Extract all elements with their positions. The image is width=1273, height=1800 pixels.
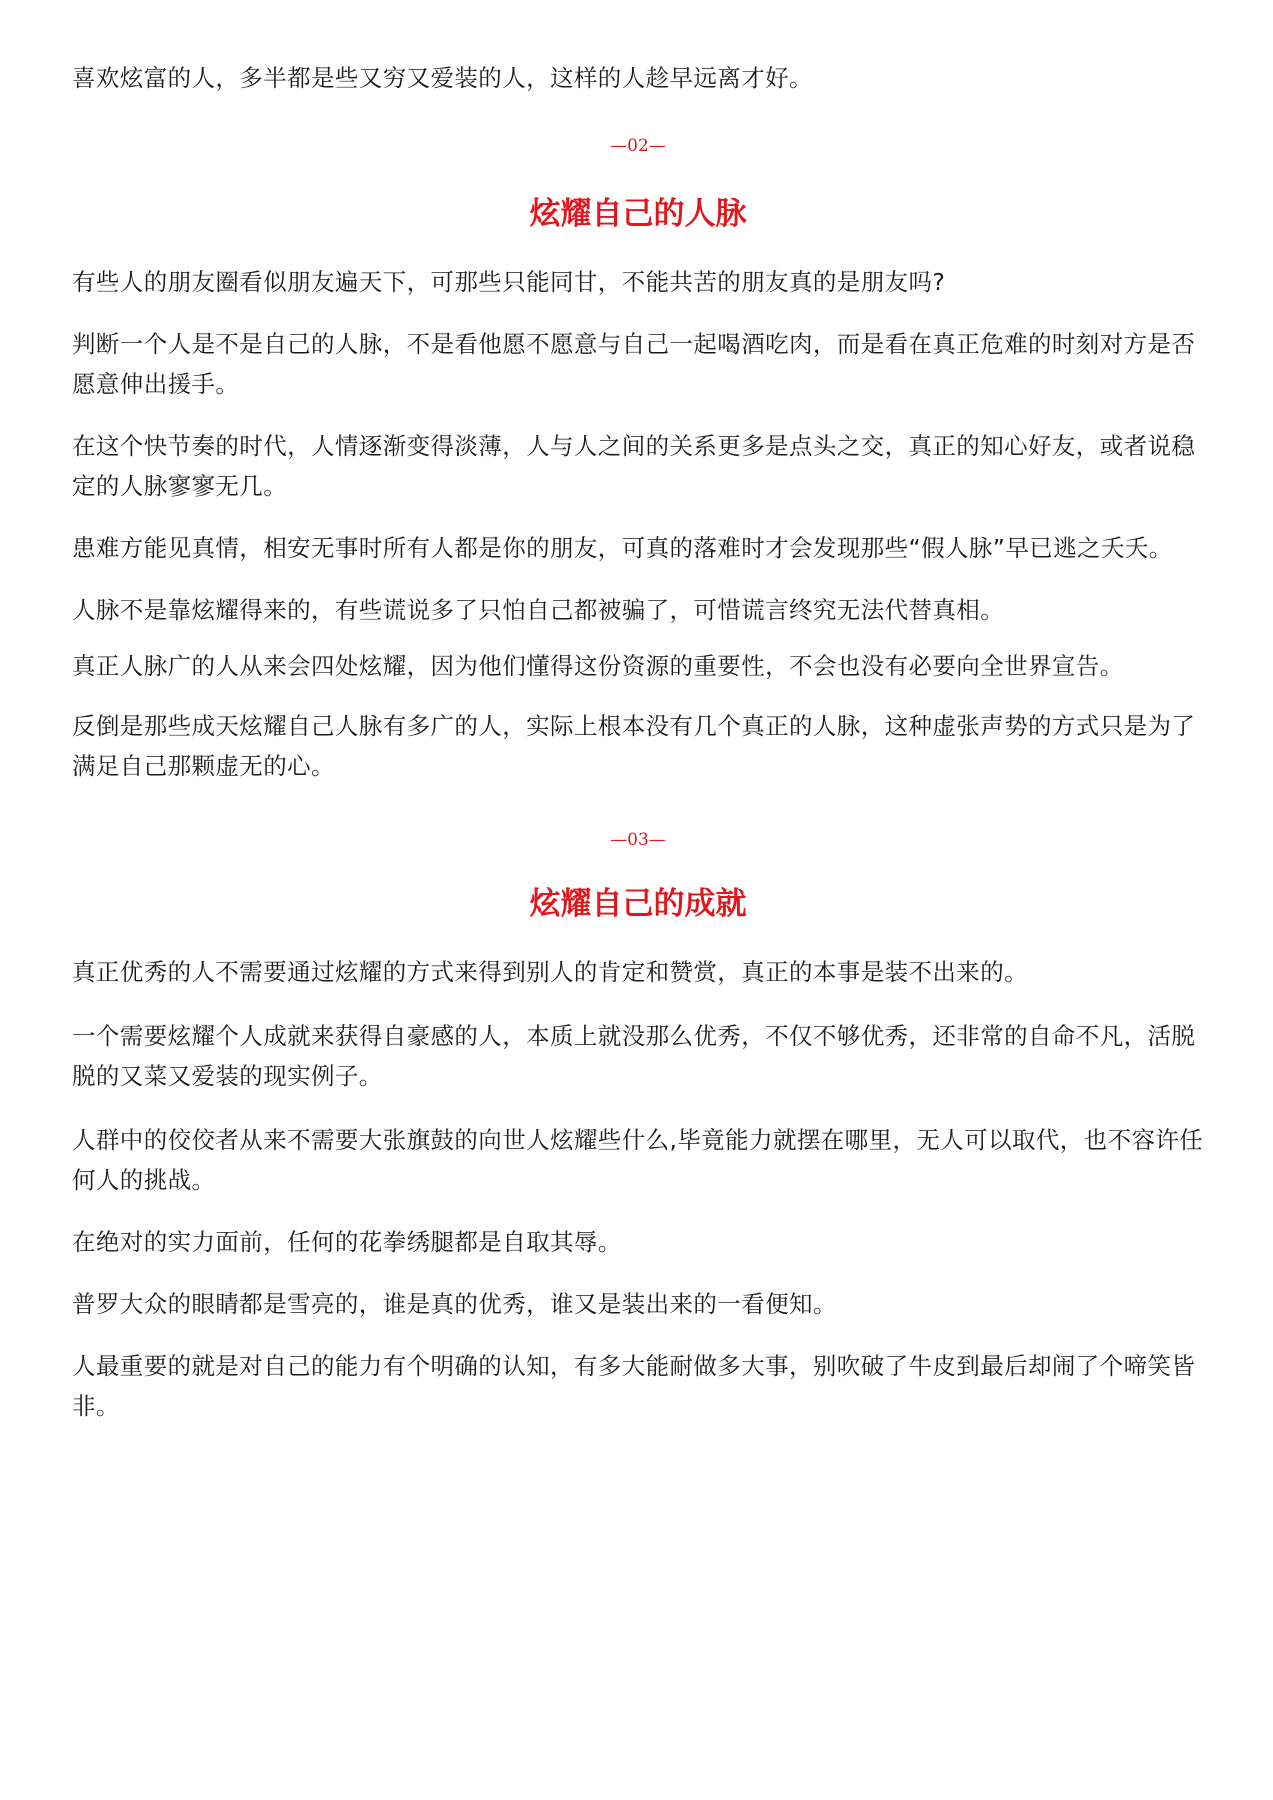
section-marker-02: —02— <box>610 136 666 156</box>
paragraph: 在这个快节奏的时代，人情逐渐变得淡薄，人与人之间的关系更多是点头之交，真正的知心好友，或者说稳定的人脉寥寥无几。 <box>72 432 1196 500</box>
paragraph: 一个需要炫耀个人成就来获得自豪感的人，本质上就没那么优秀，不仅不够优秀，还非常的自命不凡，活脱脱的又菜又爱装的现实例子。 <box>72 1022 1196 1090</box>
paragraph: 人脉不是靠炫耀得来的，有些谎说多了只怕自己都被骗了，可惜谎言终究无法代替真相。 <box>72 596 1005 624</box>
section-title-network: 炫耀自己的人脉 <box>529 196 747 232</box>
paragraph: 真正优秀的人不需要通过炫耀的方式来得到别人的肯定和赞赏，真正的本事是装不出来的。 <box>72 958 1028 986</box>
paragraph: 普罗大众的眼睛都是雪亮的，谁是真的优秀，谁又是装出来的一看便知。 <box>72 1290 837 1318</box>
paragraph: 在绝对的实力面前，任何的花拳绣腿都是自取其辱。 <box>72 1228 622 1256</box>
paragraph: 患难方能见真情，相安无事时所有人都是你的朋友，可真的落难时才会发现那些“假人脉”早已逃之夭夭。 <box>72 534 1173 562</box>
article-body <box>72 58 1204 1426</box>
paragraph: 人群中的佼佼者从来不需要大张旗鼓的向世人炫耀些什么,毕竟能力就摆在哪里，无人可以取代，也不容许任何人的挑战。 <box>72 1126 1204 1194</box>
paragraph: 有些人的朋友圈看似朋友遍天下，可那些只能同甘，不能共苦的朋友真的是朋友吗? <box>72 268 946 296</box>
paragraph: 人最重要的就是对自己的能力有个明确的认知，有多大能耐做多大事，别吹破了牛皮到最后却闹了个啼笑皆非。 <box>72 1352 1196 1420</box>
paragraph: 真正人脉广的人从来会四处炫耀，因为他们懂得这份资源的重要性，不会也没有必要向全世界宣告。 <box>72 652 1124 680</box>
paragraph: 判断一个人是不是自己的人脉，不是看他愿不愿意与自己一起喝酒吃肉，而是看在真正危难的时刻对方是否愿意伸出援手。 <box>72 330 1196 398</box>
section-marker-03: —03— <box>610 830 666 850</box>
section-title-achievement: 炫耀自己的成就 <box>529 886 747 922</box>
paragraph: 反倒是那些成天炫耀自己人脉有多广的人，实际上根本没有几个真正的人脉，这种虚张声势的方式只是为了满足自己那颗虚无的心。 <box>72 712 1196 780</box>
intro-paragraph: 喜欢炫富的人，多半都是些又穷又爱装的人，这样的人趁早远离才好。 <box>72 64 813 92</box>
